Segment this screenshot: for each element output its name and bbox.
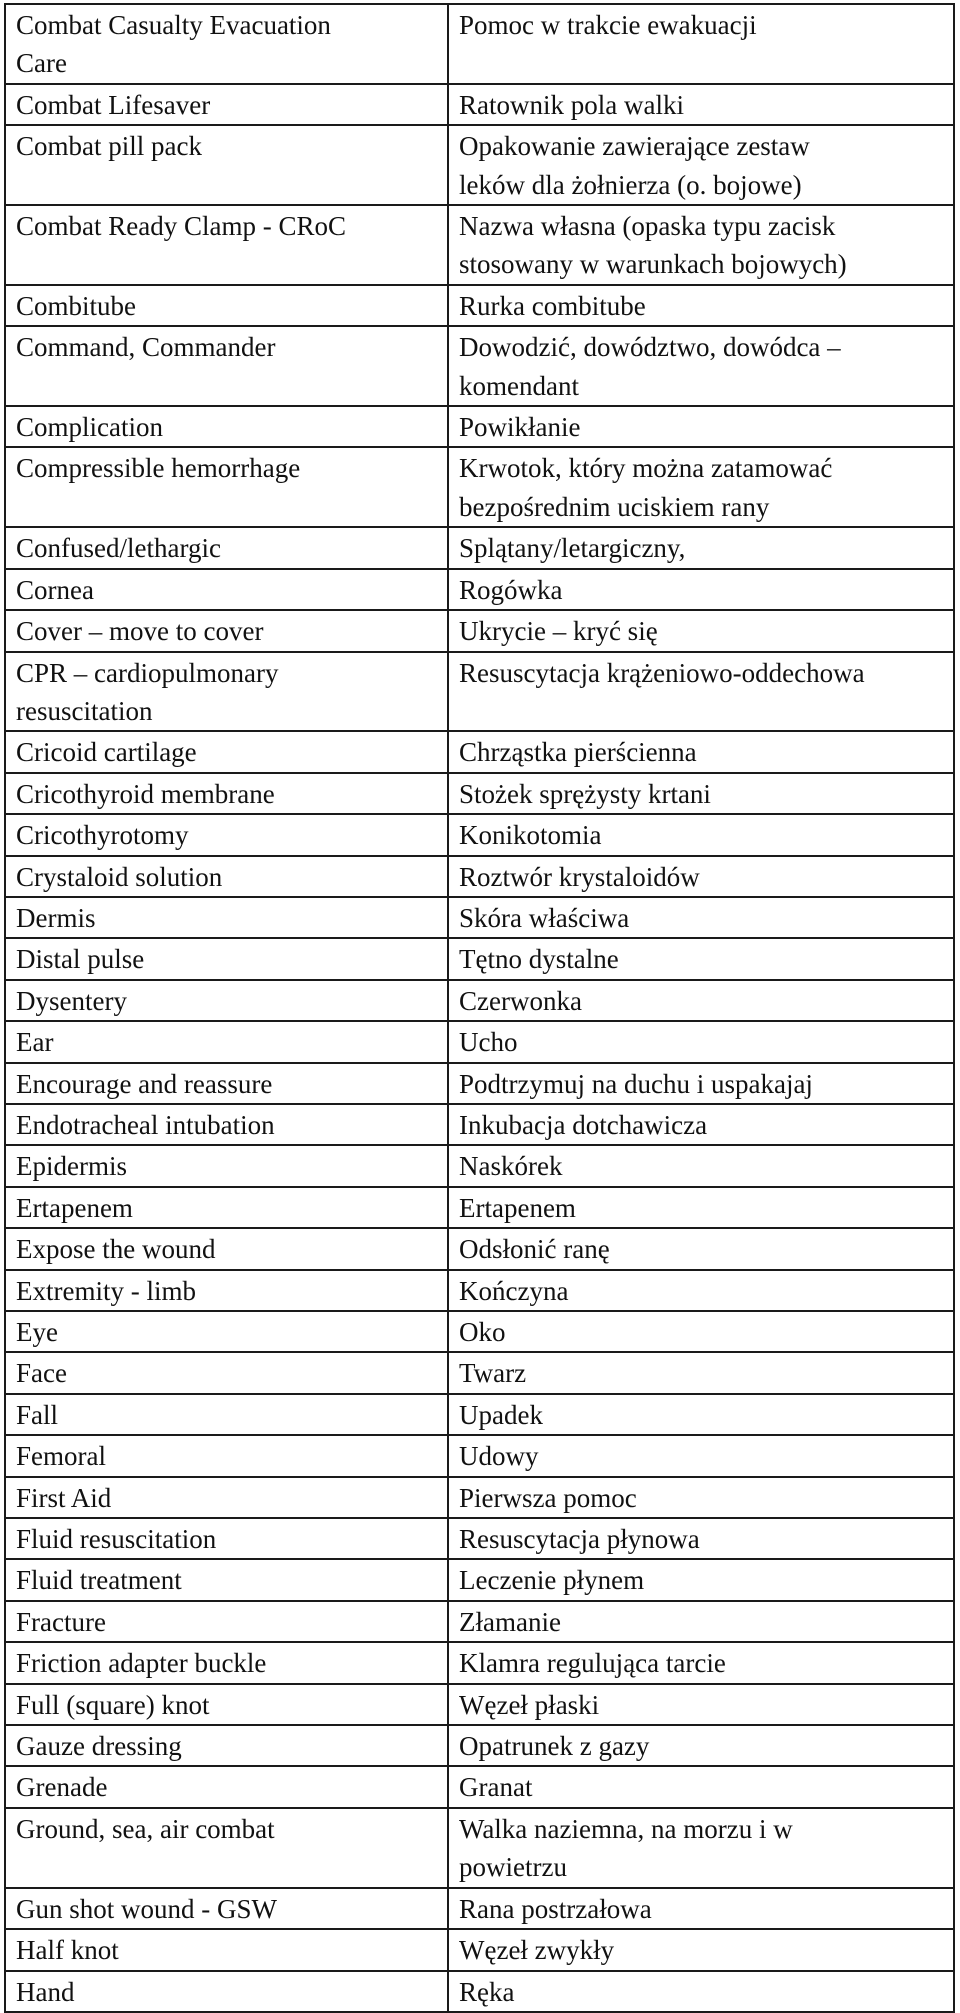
english-term-cell: Fall (5, 1394, 448, 1435)
table-row (5, 1435, 954, 1476)
table-row (5, 1766, 954, 1807)
polish-term-cell: Walka naziemna, na morzu i w powietrzu (448, 1808, 954, 1888)
polish-term-cell: Opakowanie zawierające zestaw leków dla żołnierza (o. bojowe) (448, 125, 954, 205)
english-term-cell: Dysentery (5, 980, 448, 1021)
polish-term-cell: Rurka combitube (448, 285, 954, 326)
english-term-cell: Extremity - limb (5, 1270, 448, 1311)
english-term-cell: Fracture (5, 1601, 448, 1642)
table-row (5, 1684, 954, 1725)
table-row (5, 447, 954, 527)
polish-term-cell: Odsłonić ranę (448, 1228, 954, 1269)
polish-term-cell: Kończyna (448, 1270, 954, 1311)
polish-term-cell: Stożek sprężysty krtani (448, 773, 954, 814)
table-row (5, 1270, 954, 1311)
english-term-cell: Friction adapter buckle (5, 1642, 448, 1683)
table-row (5, 1559, 954, 1600)
polish-term-cell: Splątany/letargiczny, (448, 527, 954, 568)
table-row (5, 773, 954, 814)
table-row (5, 527, 954, 568)
polish-term-cell: Rogówka (448, 569, 954, 610)
english-term-cell: Combat Lifesaver (5, 84, 448, 125)
polish-term-cell: Opatrunek z gazy (448, 1725, 954, 1766)
table-row (5, 938, 954, 979)
english-term-cell: Cornea (5, 569, 448, 610)
english-term-cell: Eye (5, 1311, 448, 1352)
english-term-cell: Combitube (5, 285, 448, 326)
english-term-cell: Femoral (5, 1435, 448, 1476)
table-row (5, 1145, 954, 1186)
table-row (5, 980, 954, 1021)
english-term-cell: Cricothyroid membrane (5, 773, 448, 814)
polish-term-cell: Resuscytacja płynowa (448, 1518, 954, 1559)
table-row (5, 125, 954, 205)
polish-term-cell: Powikłanie (448, 406, 954, 447)
polish-term-cell: Ucho (448, 1021, 954, 1062)
polish-term-cell: Leczenie płynem (448, 1559, 954, 1600)
table-row (5, 610, 954, 651)
table-row (5, 285, 954, 326)
polish-term-cell: Pierwsza pomoc (448, 1477, 954, 1518)
polish-term-cell: Krwotok, który można zatamować bezpośrednim uciskiem rany (448, 447, 954, 527)
english-term-cell: Confused/lethargic (5, 527, 448, 568)
polish-term-cell: Klamra regulująca tarcie (448, 1642, 954, 1683)
table-row (5, 1104, 954, 1145)
english-term-cell: Cricothyrotomy (5, 814, 448, 855)
english-term-cell: Full (square) knot (5, 1684, 448, 1725)
english-term-cell: Dermis (5, 897, 448, 938)
english-term-cell: Ear (5, 1021, 448, 1062)
english-term-cell: Endotracheal intubation (5, 1104, 448, 1145)
glossary-table (4, 3, 955, 2013)
english-term-cell: Epidermis (5, 1145, 448, 1186)
polish-term-cell: Węzeł płaski (448, 1684, 954, 1725)
polish-term-cell: Podtrzymuj na duchu i uspakajaj (448, 1063, 954, 1104)
english-term-cell: Gun shot wound - GSW (5, 1888, 448, 1929)
table-row (5, 1642, 954, 1683)
english-term-cell: Half knot (5, 1929, 448, 1970)
table-row (5, 814, 954, 855)
polish-term-cell: Konikotomia (448, 814, 954, 855)
table-row (5, 1228, 954, 1269)
polish-term-cell: Oko (448, 1311, 954, 1352)
english-term-cell: Fluid resuscitation (5, 1518, 448, 1559)
table-row (5, 1518, 954, 1559)
table-row (5, 4, 954, 84)
english-term-cell: Distal pulse (5, 938, 448, 979)
english-term-cell: Gauze dressing (5, 1725, 448, 1766)
english-term-cell: Ertapenem (5, 1187, 448, 1228)
polish-term-cell: Ukrycie – kryć się (448, 610, 954, 651)
table-row (5, 1601, 954, 1642)
table-row (5, 1311, 954, 1352)
polish-term-cell: Czerwonka (448, 980, 954, 1021)
table-row (5, 1725, 954, 1766)
table-row (5, 897, 954, 938)
english-term-cell: Hand (5, 1971, 448, 2012)
polish-term-cell: Resuscytacja krążeniowo-oddechowa (448, 652, 954, 732)
polish-term-cell: Tętno dystalne (448, 938, 954, 979)
polish-term-cell: Skóra właściwa (448, 897, 954, 938)
table-row (5, 652, 954, 732)
table-row (5, 1021, 954, 1062)
table-row (5, 326, 954, 406)
polish-term-cell: Ertapenem (448, 1187, 954, 1228)
english-term-cell: Command, Commander (5, 326, 448, 406)
polish-term-cell: Dowodzić, dowództwo, dowódca – komendant (448, 326, 954, 406)
english-term-cell: Complication (5, 406, 448, 447)
table-row (5, 856, 954, 897)
english-term-cell: Face (5, 1352, 448, 1393)
english-term-cell: First Aid (5, 1477, 448, 1518)
table-row (5, 1971, 954, 2012)
polish-term-cell: Upadek (448, 1394, 954, 1435)
polish-term-cell: Inkubacja dotchawicza (448, 1104, 954, 1145)
glossary-body (5, 4, 954, 2012)
table-row (5, 84, 954, 125)
polish-term-cell: Roztwór krystaloidów (448, 856, 954, 897)
english-term-cell: Cover – move to cover (5, 610, 448, 651)
english-term-cell: Cricoid cartilage (5, 731, 448, 772)
table-row (5, 1477, 954, 1518)
polish-term-cell: Złamanie (448, 1601, 954, 1642)
polish-term-cell: Udowy (448, 1435, 954, 1476)
table-row (5, 1808, 954, 1888)
table-row (5, 205, 954, 285)
polish-term-cell: Ratownik pola walki (448, 84, 954, 125)
polish-term-cell: Chrząstka pierścienna (448, 731, 954, 772)
polish-term-cell: Twarz (448, 1352, 954, 1393)
english-term-cell: Compressible hemorrhage (5, 447, 448, 527)
english-term-cell: Combat pill pack (5, 125, 448, 205)
table-row (5, 406, 954, 447)
english-term-cell: Expose the wound (5, 1228, 448, 1269)
english-term-cell: CPR – cardiopulmonary resuscitation (5, 652, 448, 732)
polish-term-cell: Granat (448, 1766, 954, 1807)
polish-term-cell: Węzeł zwykły (448, 1929, 954, 1970)
polish-term-cell: Nazwa własna (opaska typu zacisk stosowany w warunkach bojowych) (448, 205, 954, 285)
polish-term-cell: Pomoc w trakcie ewakuacji (448, 4, 954, 84)
table-row (5, 1187, 954, 1228)
english-term-cell: Combat Ready Clamp - CRoC (5, 205, 448, 285)
table-row (5, 1352, 954, 1393)
table-row (5, 1063, 954, 1104)
polish-term-cell: Ręka (448, 1971, 954, 2012)
table-row (5, 731, 954, 772)
polish-term-cell: Rana postrzałowa (448, 1888, 954, 1929)
english-term-cell: Combat Casualty Evacuation Care (5, 4, 448, 84)
english-term-cell: Fluid treatment (5, 1559, 448, 1600)
polish-term-cell: Naskórek (448, 1145, 954, 1186)
table-row (5, 1929, 954, 1970)
english-term-cell: Crystaloid solution (5, 856, 448, 897)
english-term-cell: Encourage and reassure (5, 1063, 448, 1104)
english-term-cell: Ground, sea, air combat (5, 1808, 448, 1888)
table-row (5, 569, 954, 610)
english-term-cell: Grenade (5, 1766, 448, 1807)
table-row (5, 1394, 954, 1435)
